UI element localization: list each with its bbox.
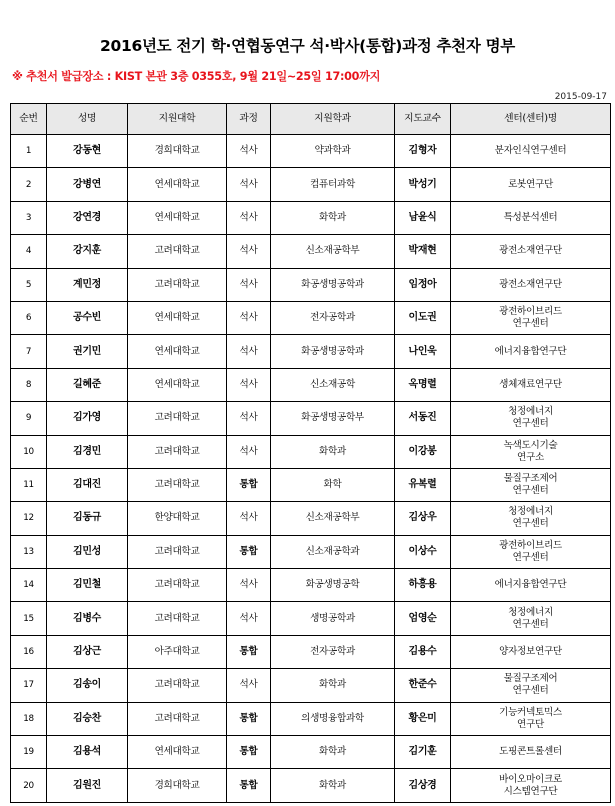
recommendation-table (10, 103, 611, 803)
table-header-row (11, 104, 611, 135)
header-university: 지원대학 (128, 104, 227, 135)
row-number: 4 (11, 235, 47, 268)
table-row (11, 335, 611, 368)
center-name: 광전소재연구단 (451, 235, 611, 268)
issuance-notice: ※ 추천서 발급장소 : KIST 본관 3층 0355호, 9월 21일~25일 17:00까지 (12, 70, 381, 83)
row-number: 20 (11, 769, 47, 802)
department: 화학과 (271, 435, 395, 468)
student-name: 공수빈 (47, 301, 128, 334)
student-name: 김용석 (47, 736, 128, 769)
table-row (11, 235, 611, 268)
department: 화공생명공학과 (271, 268, 395, 301)
department: 화학과 (271, 201, 395, 234)
table-row (11, 502, 611, 535)
university: 고려대학교 (128, 669, 227, 702)
row-number: 18 (11, 702, 47, 735)
student-name: 강동현 (47, 135, 128, 168)
center-name: 에너지융합연구단 (451, 569, 611, 602)
document-date: 2015-09-17 (554, 92, 607, 102)
university: 경희대학교 (128, 769, 227, 802)
department: 화학과 (271, 736, 395, 769)
student-name: 강병연 (47, 168, 128, 201)
row-number: 9 (11, 402, 47, 435)
row-number: 15 (11, 602, 47, 635)
center-name: 광전하이브리드 연구센터 (451, 301, 611, 334)
department: 생명공학과 (271, 602, 395, 635)
header-no: 순번 (11, 104, 47, 135)
university: 연세대학교 (128, 368, 227, 401)
table-row (11, 736, 611, 769)
table-row (11, 368, 611, 401)
row-number: 17 (11, 669, 47, 702)
advisor-name: 이도권 (395, 301, 451, 334)
row-number: 3 (11, 201, 47, 234)
course-type: 석사 (227, 335, 271, 368)
university: 연세대학교 (128, 168, 227, 201)
row-number: 6 (11, 301, 47, 334)
center-name: 청정에너지 연구센터 (451, 402, 611, 435)
table-row (11, 435, 611, 468)
center-name: 기능커넥토믹스 연구단 (451, 702, 611, 735)
row-number: 13 (11, 535, 47, 568)
table-row (11, 135, 611, 168)
university: 연세대학교 (128, 335, 227, 368)
advisor-name: 박성기 (395, 168, 451, 201)
university: 연세대학교 (128, 301, 227, 334)
student-name: 김송이 (47, 669, 128, 702)
department: 화학과 (271, 769, 395, 802)
table-body (11, 135, 611, 803)
row-number: 8 (11, 368, 47, 401)
table-row (11, 569, 611, 602)
university: 고려대학교 (128, 602, 227, 635)
university: 고려대학교 (128, 268, 227, 301)
department: 컴퓨터과학 (271, 168, 395, 201)
row-number: 7 (11, 335, 47, 368)
row-number: 5 (11, 268, 47, 301)
advisor-name: 이강봉 (395, 435, 451, 468)
course-type: 석사 (227, 235, 271, 268)
table-row (11, 468, 611, 501)
student-name: 강연경 (47, 201, 128, 234)
row-number: 19 (11, 736, 47, 769)
advisor-name: 남윤식 (395, 201, 451, 234)
course-type: 통합 (227, 769, 271, 802)
student-name: 계민정 (47, 268, 128, 301)
table-row (11, 769, 611, 802)
department: 전자공학과 (271, 301, 395, 334)
university: 한양대학교 (128, 502, 227, 535)
student-name: 강지훈 (47, 235, 128, 268)
student-name: 김민철 (47, 569, 128, 602)
page-title: 2016년도 전기 학·연협동연구 석·박사(통합)과정 추천자 명부 (100, 37, 515, 55)
course-type: 석사 (227, 402, 271, 435)
row-number: 11 (11, 468, 47, 501)
student-name: 김승찬 (47, 702, 128, 735)
table-row (11, 702, 611, 735)
course-type: 통합 (227, 702, 271, 735)
university: 고려대학교 (128, 235, 227, 268)
center-name: 광전소재연구단 (451, 268, 611, 301)
course-type: 석사 (227, 168, 271, 201)
department: 전자공학과 (271, 635, 395, 668)
advisor-name: 서동진 (395, 402, 451, 435)
table-row (11, 268, 611, 301)
course-type: 통합 (227, 535, 271, 568)
center-name: 로봇연구단 (451, 168, 611, 201)
table-row (11, 168, 611, 201)
course-type: 석사 (227, 502, 271, 535)
department: 의생명융합과학 (271, 702, 395, 735)
center-name: 에너지융합연구단 (451, 335, 611, 368)
row-number: 16 (11, 635, 47, 668)
advisor-name: 김용수 (395, 635, 451, 668)
center-name: 양자정보연구단 (451, 635, 611, 668)
course-type: 석사 (227, 135, 271, 168)
row-number: 1 (11, 135, 47, 168)
advisor-name: 옥명렬 (395, 368, 451, 401)
student-name: 김가영 (47, 402, 128, 435)
center-name: 물질구조제어 연구센터 (451, 468, 611, 501)
center-name: 바이오마이크로 시스템연구단 (451, 769, 611, 802)
header-name: 성명 (47, 104, 128, 135)
course-type: 통합 (227, 635, 271, 668)
course-type: 통합 (227, 468, 271, 501)
university: 아주대학교 (128, 635, 227, 668)
table-row (11, 602, 611, 635)
student-name: 김원진 (47, 769, 128, 802)
university: 연세대학교 (128, 201, 227, 234)
course-type: 통합 (227, 736, 271, 769)
advisor-name: 박재현 (395, 235, 451, 268)
center-name: 물질구조제어 연구센터 (451, 669, 611, 702)
center-name: 특성분석센터 (451, 201, 611, 234)
department: 화학 (271, 468, 395, 501)
advisor-name: 엄영순 (395, 602, 451, 635)
university: 연세대학교 (128, 736, 227, 769)
student-name: 권기민 (47, 335, 128, 368)
advisor-name: 한준수 (395, 669, 451, 702)
center-name: 생체재료연구단 (451, 368, 611, 401)
table-row (11, 201, 611, 234)
university: 고려대학교 (128, 569, 227, 602)
table-row (11, 402, 611, 435)
course-type: 석사 (227, 569, 271, 602)
advisor-name: 임정아 (395, 268, 451, 301)
department: 화공생명공학과 (271, 335, 395, 368)
department: 화공생명공학 (271, 569, 395, 602)
university: 고려대학교 (128, 402, 227, 435)
student-name: 김경민 (47, 435, 128, 468)
center-name: 도핑콘트롤센터 (451, 736, 611, 769)
header-department: 지원학과 (271, 104, 395, 135)
student-name: 김상근 (47, 635, 128, 668)
department: 신소재공학 (271, 368, 395, 401)
course-type: 석사 (227, 435, 271, 468)
department: 신소재공학부 (271, 502, 395, 535)
header-center: 센터(센터)명 (451, 104, 611, 135)
center-name: 청정에너지 연구센터 (451, 502, 611, 535)
header-course: 과정 (227, 104, 271, 135)
department: 화공생명공학부 (271, 402, 395, 435)
student-name: 김민성 (47, 535, 128, 568)
university: 경희대학교 (128, 135, 227, 168)
table-row (11, 669, 611, 702)
advisor-name: 유복렬 (395, 468, 451, 501)
student-name: 김대진 (47, 468, 128, 501)
course-type: 석사 (227, 669, 271, 702)
row-number: 10 (11, 435, 47, 468)
advisor-name: 황은미 (395, 702, 451, 735)
table-row (11, 301, 611, 334)
advisor-name: 이상수 (395, 535, 451, 568)
center-name: 청정에너지 연구센터 (451, 602, 611, 635)
student-name: 길혜준 (47, 368, 128, 401)
university: 고려대학교 (128, 702, 227, 735)
row-number: 14 (11, 569, 47, 602)
table-row (11, 535, 611, 568)
student-name: 김동규 (47, 502, 128, 535)
department: 화학과 (271, 669, 395, 702)
advisor-name: 하흥용 (395, 569, 451, 602)
student-name: 김병수 (47, 602, 128, 635)
row-number: 12 (11, 502, 47, 535)
advisor-name: 나인욱 (395, 335, 451, 368)
university: 고려대학교 (128, 535, 227, 568)
university: 고려대학교 (128, 435, 227, 468)
course-type: 석사 (227, 301, 271, 334)
center-name: 녹색도시기술 연구소 (451, 435, 611, 468)
center-name: 광전하이브리드 연구센터 (451, 535, 611, 568)
department: 신소재공학부 (271, 235, 395, 268)
course-type: 석사 (227, 602, 271, 635)
course-type: 석사 (227, 201, 271, 234)
advisor-name: 김상경 (395, 769, 451, 802)
university: 고려대학교 (128, 468, 227, 501)
advisor-name: 김상우 (395, 502, 451, 535)
department: 약과학과 (271, 135, 395, 168)
row-number: 2 (11, 168, 47, 201)
header-advisor: 지도교수 (395, 104, 451, 135)
department: 신소재공학과 (271, 535, 395, 568)
advisor-name: 김기훈 (395, 736, 451, 769)
course-type: 석사 (227, 268, 271, 301)
course-type: 석사 (227, 368, 271, 401)
advisor-name: 김형자 (395, 135, 451, 168)
center-name: 분자인식연구센터 (451, 135, 611, 168)
table-row (11, 635, 611, 668)
